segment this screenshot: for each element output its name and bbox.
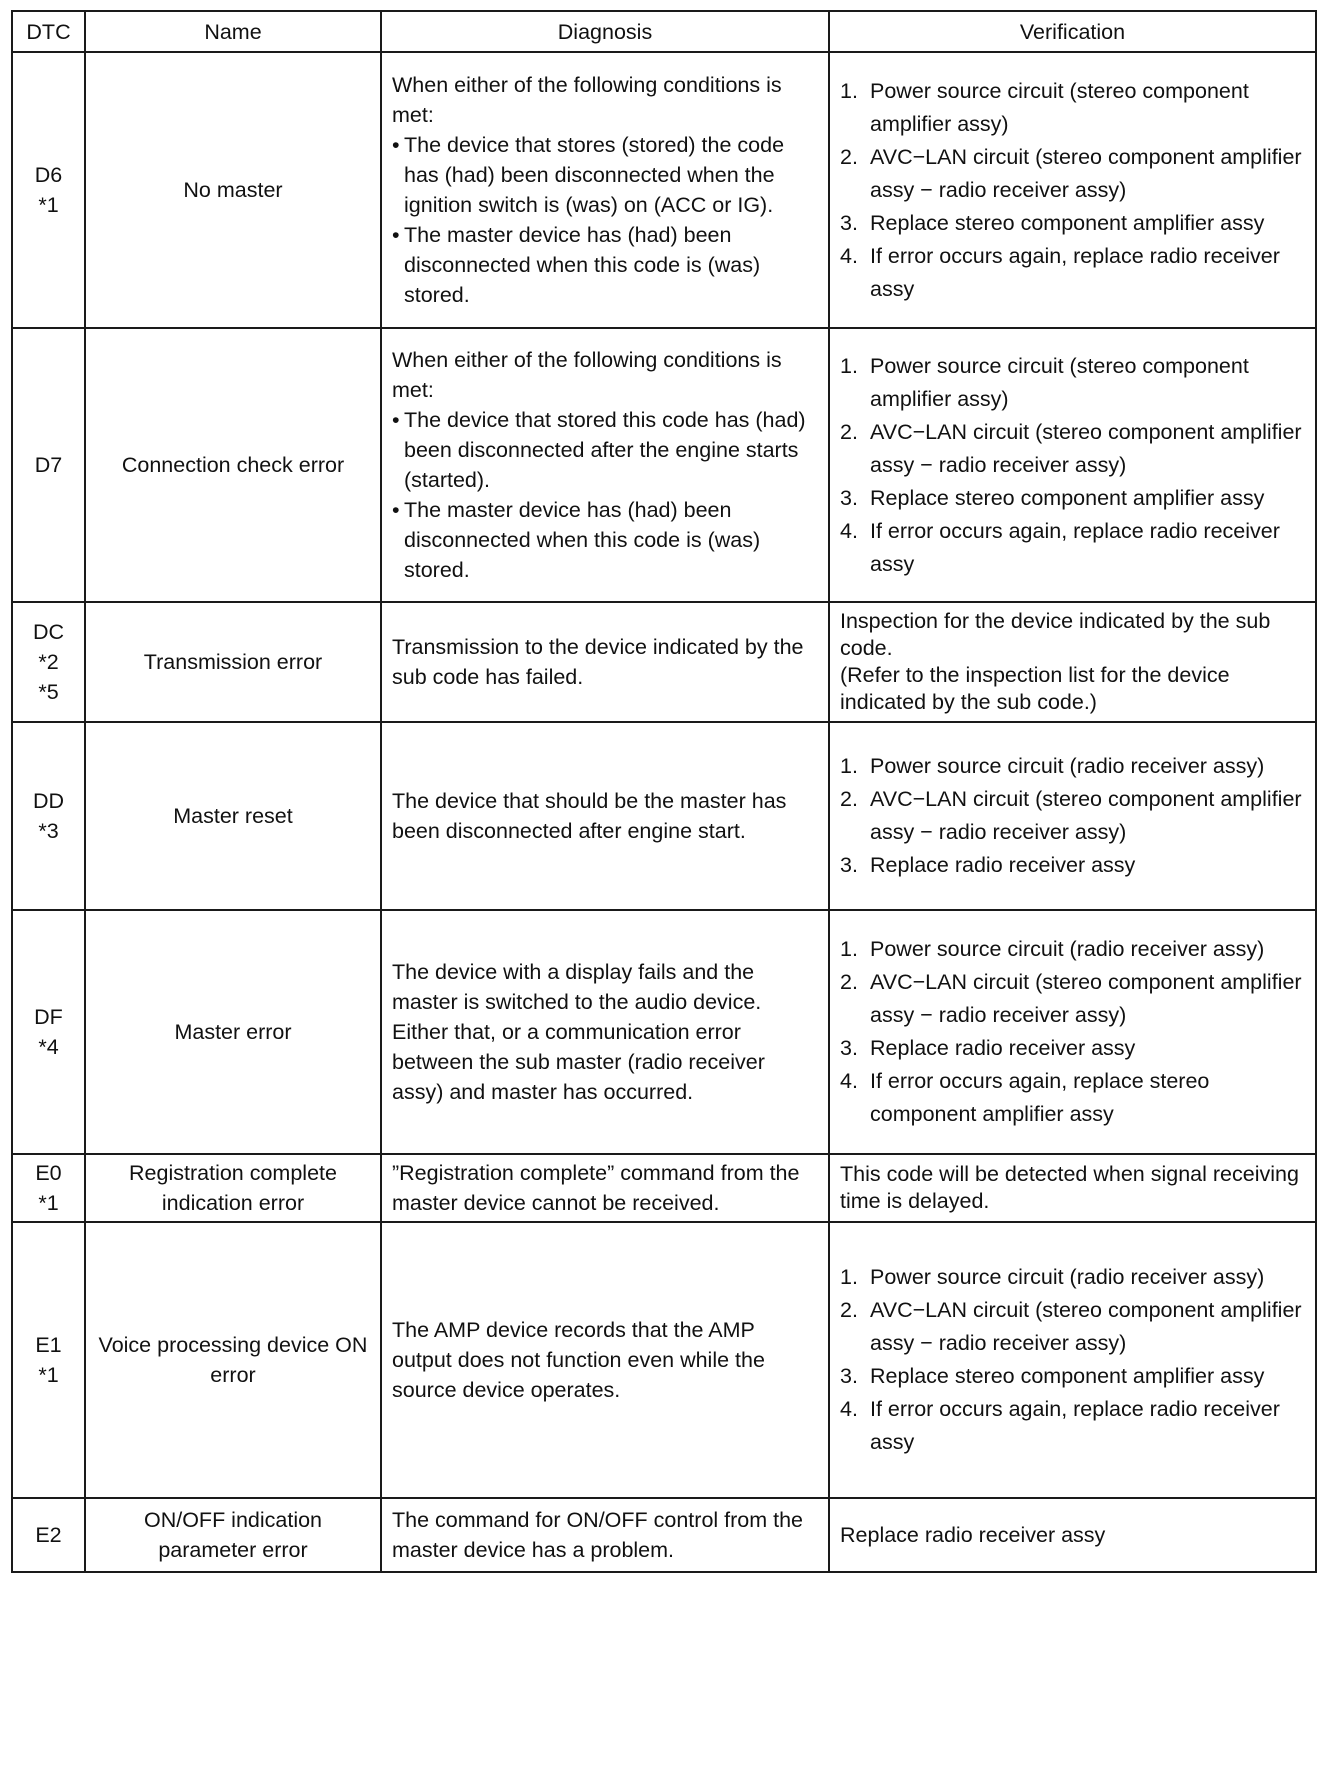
dtc-code-cell (12, 1154, 85, 1222)
verification-step (840, 1393, 1305, 1459)
diagnosis-cell (381, 328, 829, 602)
step-text: Power source circuit (radio receiver assy) (870, 754, 1265, 778)
dtc-note-ref: *1 (38, 193, 59, 217)
step-number: 1. (840, 78, 858, 103)
step-number: 2. (840, 144, 858, 169)
diagnosis-cell (381, 52, 829, 328)
diagnosis-condition: • The device that stores (stored) the code has (had) been disconnected when the ignition switch is (was) on (ACC or IG). (392, 130, 816, 220)
step-number: 3. (840, 210, 858, 235)
verification-steps (840, 350, 1305, 581)
step-text: If error occurs again, replace radio receiver assy (870, 1397, 1280, 1454)
verification-steps (840, 75, 1305, 306)
step-number: 2. (840, 970, 858, 994)
step-text: Power source circuit (stereo component amplifier assy) (870, 78, 1249, 136)
dtc-code: DC (32, 620, 65, 644)
diagnosis-condition: • The master device has (had) been disconnected when this code is (was) stored. (392, 495, 816, 585)
header-verification: Verification (829, 11, 1316, 52)
verification-step (840, 207, 1305, 240)
verification-step (840, 849, 1305, 882)
dtc-code-cell (12, 52, 85, 328)
step-number: 3. (840, 485, 858, 510)
diagnosis-cell (381, 1222, 829, 1498)
verification-text: (Refer to the inspection list for the device indicated by the sub code.) (840, 663, 1230, 714)
step-number: 1. (840, 937, 858, 961)
verification-step (840, 350, 1305, 416)
dtc-code: E2 (35, 1523, 62, 1547)
step-number: 3. (840, 1036, 858, 1060)
dtc-name: Transmission error (85, 602, 381, 722)
dtc-code-cell (12, 1498, 85, 1572)
table-row (12, 722, 1316, 910)
step-text: If error occurs again, replace radio receiver assy (870, 243, 1280, 301)
step-number: 3. (840, 1364, 858, 1388)
dtc-code: DF (34, 1005, 63, 1029)
verification-text: This code will be detected when signal receiving time is delayed. (840, 1162, 1299, 1213)
dtc-code: D7 (34, 453, 63, 477)
diagnosis-condition: • The master device has (had) been disconnected when this code is (was) stored. (392, 220, 816, 310)
step-text: AVC−LAN circuit (stereo component amplifier assy − radio receiver assy) (870, 970, 1302, 1027)
table-row (12, 1498, 1316, 1572)
verification-cell (829, 910, 1316, 1154)
step-text: If error occurs again, replace stereo component amplifier assy (870, 1069, 1210, 1126)
diagnosis-text: The device that should be the master has been disconnected after engine start. (392, 789, 787, 843)
step-number: 1. (840, 754, 858, 778)
table-row (12, 328, 1316, 602)
verification-step (840, 482, 1305, 515)
dtc-note-ref: *1 (38, 1191, 59, 1215)
dtc-code: E0 (35, 1161, 62, 1185)
dtc-name: Voice processing device ON error (85, 1222, 381, 1498)
header-name: Name (85, 11, 381, 52)
diagnosis-cell (381, 722, 829, 910)
verification-step (840, 966, 1305, 1032)
diagnosis-cell (381, 1154, 829, 1222)
step-text: AVC−LAN circuit (stereo component amplifier assy − radio receiver assy) (870, 419, 1302, 477)
dtc-code-cell (12, 910, 85, 1154)
verification-steps (840, 750, 1305, 882)
dtc-name: No master (85, 52, 381, 328)
dtc-code: DD (32, 789, 65, 813)
verification-text: Inspection for the device indicated by the sub code. (840, 609, 1271, 660)
diagnosis-text: The AMP device records that the AMP output does not function even while the source device operates. (392, 1318, 765, 1402)
verification-step (840, 416, 1305, 482)
diagnosis-text: Transmission to the device indicated by the sub code has failed. (392, 635, 804, 689)
table-row (12, 1154, 1316, 1222)
dtc-code-cell (12, 1222, 85, 1498)
dtc-name: Registration complete indication error (85, 1154, 381, 1222)
verification-step (840, 1294, 1305, 1360)
dtc-code-cell (12, 722, 85, 910)
step-text: Replace radio receiver assy (870, 1036, 1136, 1060)
step-number: 2. (840, 1298, 858, 1322)
verification-cell (829, 52, 1316, 328)
verification-step (840, 141, 1305, 207)
diagnosis-text: The command for ON/OFF control from the master device has a problem. (392, 1508, 804, 1562)
dtc-note-ref: *1 (38, 1363, 59, 1387)
table-row (12, 910, 1316, 1154)
dtc-note-ref: *3 (38, 819, 59, 843)
step-number: 1. (840, 1265, 858, 1289)
diagnosis-cell (381, 910, 829, 1154)
dtc-code-cell (12, 602, 85, 722)
verification-text: Replace radio receiver assy (840, 1522, 1106, 1547)
step-text: Replace stereo component amplifier assy (870, 485, 1265, 510)
table-row (12, 602, 1316, 722)
header-row (12, 11, 1316, 52)
dtc-table (11, 10, 1317, 1573)
dtc-name: Connection check error (85, 328, 381, 602)
diagnosis-cell (381, 602, 829, 722)
step-text: Power source circuit (radio receiver assy) (870, 937, 1265, 961)
diagnosis-text: Either that, or a communication error between the sub master (radio receiver assy) and master has occurred. (392, 1020, 765, 1104)
diagnosis-intro: When either of the following conditions is met: (392, 73, 782, 127)
verification-cell (829, 1154, 1316, 1222)
diagnosis-intro: When either of the following conditions is met: (392, 348, 782, 402)
step-text: If error occurs again, replace radio receiver assy (870, 518, 1280, 576)
verification-cell (829, 328, 1316, 602)
diagnosis-conditions (392, 405, 816, 585)
verification-step (840, 1032, 1305, 1065)
dtc-name: Master reset (85, 722, 381, 910)
diagnosis-condition: • The device that stored this code has (had) been disconnected after the engine starts (started). (392, 405, 816, 495)
dtc-note-ref: *2 (38, 650, 59, 674)
verification-steps (840, 1261, 1305, 1459)
step-number: 3. (840, 853, 858, 877)
step-text: Replace stereo component amplifier assy (870, 1364, 1265, 1388)
table-row (12, 1222, 1316, 1498)
verification-step (840, 75, 1305, 141)
step-number: 4. (840, 518, 858, 543)
step-text: AVC−LAN circuit (stereo component amplifier assy − radio receiver assy) (870, 144, 1302, 202)
verification-step (840, 783, 1305, 849)
step-text: Replace radio receiver assy (870, 853, 1136, 877)
verification-step (840, 1065, 1305, 1131)
dtc-code: E1 (35, 1333, 62, 1357)
table-body (12, 52, 1316, 1572)
verification-cell (829, 1498, 1316, 1572)
step-text: Power source circuit (stereo component amplifier assy) (870, 353, 1249, 411)
header-dtc: DTC (12, 11, 85, 52)
verification-step (840, 1261, 1305, 1294)
verification-steps (840, 933, 1305, 1131)
step-number: 1. (840, 353, 858, 378)
verification-cell (829, 602, 1316, 722)
step-text: Replace stereo component amplifier assy (870, 210, 1265, 235)
verification-step (840, 515, 1305, 581)
dtc-note-ref: *5 (38, 680, 59, 704)
diagnosis-conditions (392, 130, 816, 310)
verification-step (840, 933, 1305, 966)
diagnosis-text: ”Registration complete” command from the master device cannot be received. (392, 1161, 800, 1215)
verification-step (840, 240, 1305, 306)
step-text: AVC−LAN circuit (stereo component amplifier assy − radio receiver assy) (870, 1298, 1302, 1355)
verification-step (840, 1360, 1305, 1393)
step-number: 4. (840, 1397, 858, 1421)
dtc-name: ON/OFF indication parameter error (85, 1498, 381, 1572)
step-number: 4. (840, 1069, 858, 1093)
table-row (12, 52, 1316, 328)
step-text: AVC−LAN circuit (stereo component amplifier assy − radio receiver assy) (870, 787, 1302, 844)
verification-step (840, 750, 1305, 783)
diagnosis-text: The device with a display fails and the master is switched to the audio device. (392, 960, 762, 1014)
dtc-code: D6 (34, 163, 63, 187)
dtc-code-cell (12, 328, 85, 602)
diagnosis-cell (381, 1498, 829, 1572)
dtc-note-ref: *4 (38, 1035, 59, 1059)
header-diagnosis: Diagnosis (381, 11, 829, 52)
verification-cell (829, 1222, 1316, 1498)
step-text: Power source circuit (radio receiver assy) (870, 1265, 1265, 1289)
step-number: 4. (840, 243, 858, 268)
step-number: 2. (840, 419, 858, 444)
dtc-name: Master error (85, 910, 381, 1154)
verification-cell (829, 722, 1316, 910)
step-number: 2. (840, 787, 858, 811)
